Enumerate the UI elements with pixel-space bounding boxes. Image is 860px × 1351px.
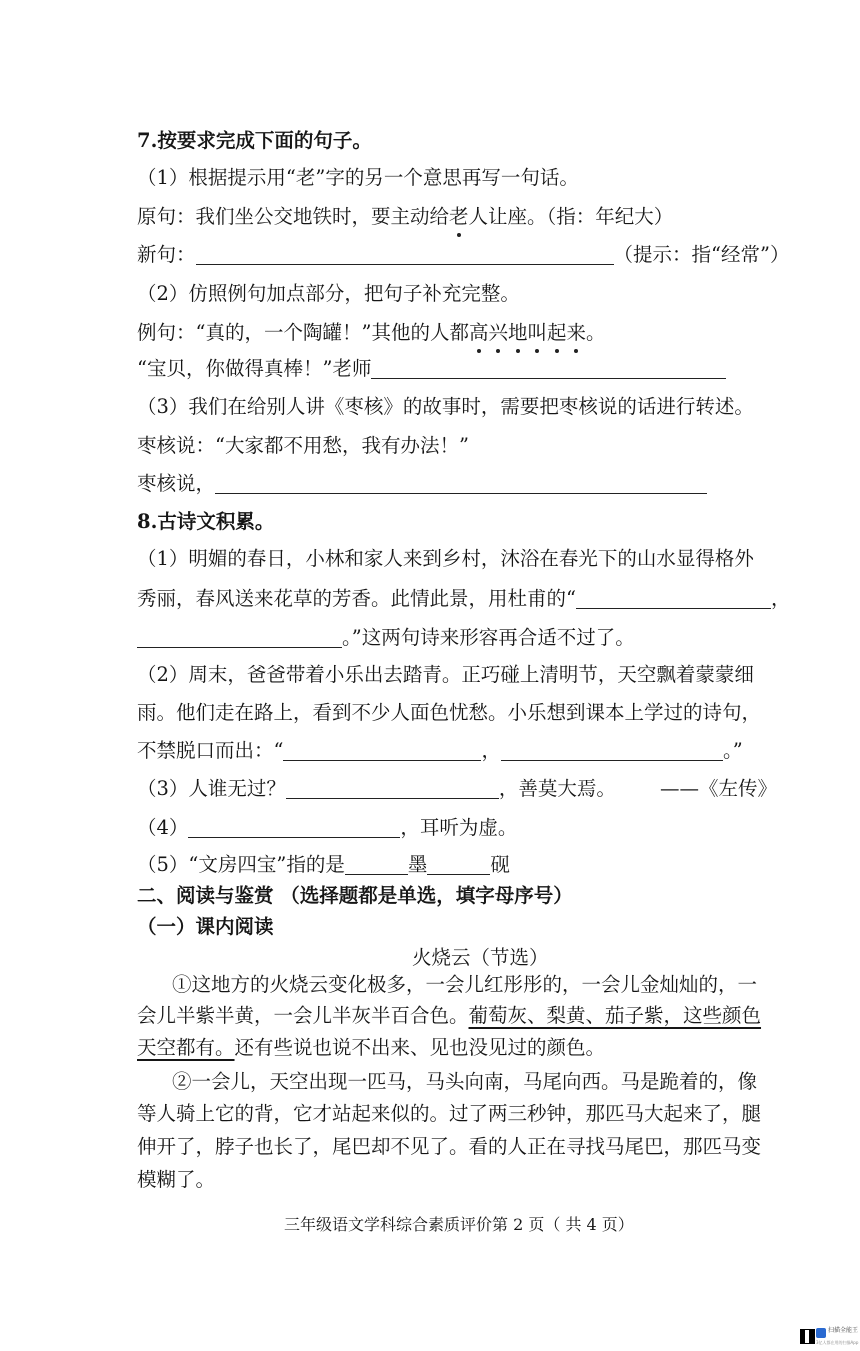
q7-part3: （3）我们在给别人讲《枣核》的故事时，需要把枣核说的话进行转述。 — [137, 395, 754, 418]
para1-line2 — [137, 1003, 761, 1029]
para1-line3 — [137, 1035, 605, 1061]
q8-part2-line3 — [137, 738, 743, 764]
orig-text-a: 原句：我们坐公交地铁时，要主动给 — [137, 205, 450, 228]
text: 秀丽，春风送来花草的芳香。此情此景，用杜甫的“ — [137, 587, 576, 610]
text: ，善莫大焉。 — [498, 777, 616, 800]
answer-blank[interactable] — [345, 854, 408, 875]
q8-part1-line1: （1）明媚的春日，小林和家人来到乡村，沐浴在春光下的山水显得格外 — [137, 547, 754, 570]
text: 。” — [723, 739, 743, 762]
scanner-name: 扫描全能王 — [828, 1327, 859, 1334]
q8-part1-line3 — [137, 625, 635, 651]
q8-part2-line2: 雨。他们走在路上，看到不少人面色忧愁。小乐想到课本上学过的诗句， — [137, 701, 762, 724]
text: 。”这两句诗来形容再合适不过了。 — [342, 626, 635, 649]
scanner-subtitle: 3亿人都在用的扫描App — [816, 1340, 859, 1345]
orig-text-b: 人让座。（指：年纪大） — [468, 205, 674, 228]
section2-title: 二、阅读与鉴赏 （选择题都是单选，填字母序号） — [137, 884, 573, 907]
q8-part2-line1: （2）周末，爸爸带着小乐出去踏青。正巧碰上清明节，天空飘着蒙蒙细 — [137, 663, 754, 686]
new-hint: （提示：指“经常”） — [613, 243, 790, 266]
dotted-char: 起 — [547, 321, 567, 344]
underlined-text: 葡萄灰、梨黄、茄子紫，这些颜色 — [468, 1004, 762, 1027]
q8-part1-line2 — [137, 586, 791, 612]
answer-blank[interactable] — [286, 778, 499, 799]
q7-part1: （1）根据提示用“老”字的另一个意思再写一句话。 — [137, 166, 579, 189]
scanner-logo-icon — [816, 1328, 826, 1338]
text: 还有些说也说不出来、见也没见过的颜色。 — [234, 1036, 606, 1059]
qr-code-icon — [800, 1329, 815, 1344]
text: ， — [770, 587, 791, 610]
answer-blank[interactable] — [501, 740, 723, 761]
dotted-char: 来 — [566, 321, 587, 344]
q7-baby-sentence — [137, 356, 726, 382]
text: （3）人谁无过？ — [137, 777, 286, 800]
q7-part2: （2）仿照例句加点部分，把句子补充完整。 — [137, 282, 520, 305]
example-text-b: 。 — [586, 321, 606, 344]
q8-part3-source: ——《左传》 — [660, 777, 778, 800]
para2-line4: 模糊了。 — [137, 1168, 216, 1191]
q7-original-sentence — [137, 204, 673, 230]
para2-line2: 等人骑上它的背，它才站起来似的。过了两三秒钟，那匹马大起来了，腿 — [137, 1102, 762, 1125]
q8-part4 — [137, 815, 517, 841]
q8-part5 — [137, 852, 510, 878]
q8-part3 — [137, 776, 616, 802]
dotted-char: 叫 — [527, 321, 548, 344]
q7-example-sentence — [137, 320, 606, 346]
dotted-char: 地 — [507, 321, 528, 344]
para1-line1: ①这地方的火烧云变化极多，一会儿红彤彤的，一会儿金灿灿的，一 — [172, 973, 758, 996]
dotted-char: 老 — [449, 205, 469, 228]
answer-blank[interactable] — [196, 244, 614, 265]
para2-line3: 伸开了，脖子也长了，尾巴却不见了。看的人正在寻找马尾巴，那匹马变 — [137, 1135, 762, 1158]
dotted-char: 兴 — [488, 321, 508, 344]
q7-new-sentence — [137, 242, 789, 268]
example-text-a: 例句：“真的，一个陶罐！”其他的人都 — [137, 321, 469, 344]
text: （4） — [137, 816, 189, 839]
page-footer: 三年级语文学科综合素质评价第 2 页（ 共 4 页） — [284, 1215, 634, 1234]
zaohe-label: 枣核说， — [137, 472, 216, 495]
answer-blank[interactable] — [576, 588, 771, 609]
new-label: 新句： — [137, 243, 196, 266]
passage-title: 火烧云（节选） — [412, 946, 549, 969]
answer-blank[interactable] — [371, 358, 726, 379]
q7-zaohe-said: 枣核说：“大家都不用愁，我有办法！” — [137, 434, 469, 457]
q8-title: 8.古诗文积累。 — [137, 510, 275, 533]
text: ， — [481, 739, 501, 762]
answer-blank[interactable] — [427, 854, 490, 875]
q7-title: 7.按要求完成下面的句子。 — [137, 129, 372, 152]
answer-blank[interactable] — [283, 740, 481, 761]
answer-blank[interactable] — [188, 817, 400, 838]
answer-blank[interactable] — [137, 627, 342, 648]
baby-text: “宝贝，你做得真棒！”老师 — [137, 357, 372, 380]
text: ，耳听为虚。 — [400, 816, 518, 839]
text: 不禁脱口而出：“ — [137, 739, 284, 762]
para2-line1: ②一会儿，天空出现一匹马，马头向南，马尾向西。马是跪着的，像 — [172, 1070, 758, 1093]
q7-zaohe-rewrite — [137, 471, 707, 497]
answer-blank[interactable] — [215, 473, 707, 494]
text: 会儿半紫半黄，一会儿半灰半百合色。 — [137, 1004, 469, 1027]
text: 墨 — [407, 853, 428, 876]
text: 砚 — [490, 853, 510, 876]
underlined-text: 天空都有。 — [137, 1036, 235, 1059]
dotted-char: 高 — [468, 321, 489, 344]
section2-subtitle: （一）课内阅读 — [137, 915, 274, 938]
text: （5）“文房四宝”指的是 — [137, 853, 345, 876]
